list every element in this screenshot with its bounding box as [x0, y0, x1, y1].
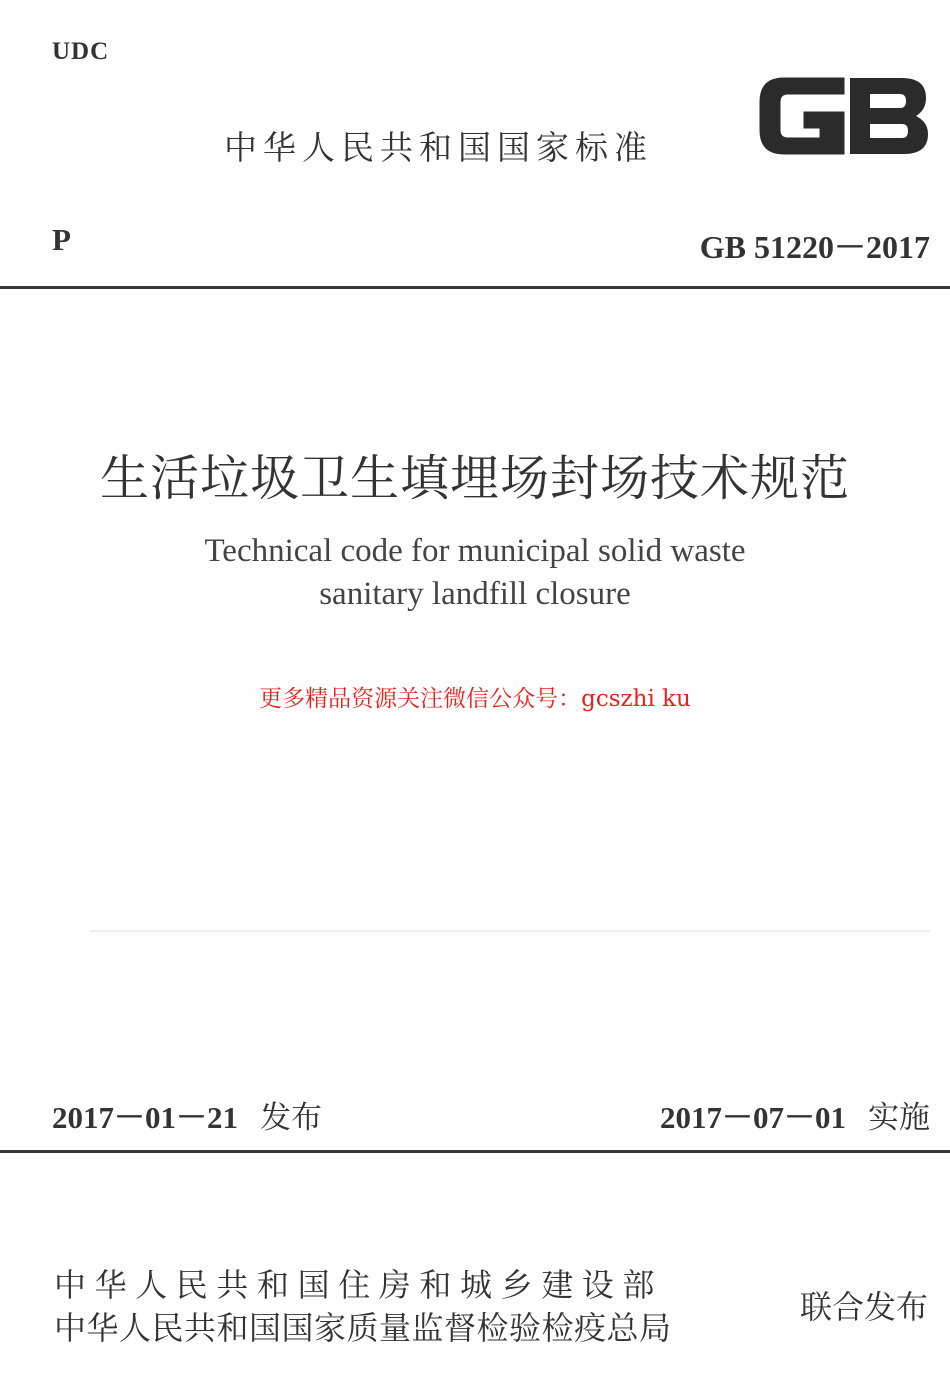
title-english-line2: sanitary landfill closure — [319, 576, 631, 612]
standard-number: GB 51220－2017 — [699, 229, 930, 265]
issue-label: 发布 — [260, 1100, 322, 1136]
bottom-divider — [0, 1150, 950, 1153]
faint-scan-line — [90, 930, 930, 932]
implement-date-block — [660, 1092, 930, 1137]
watermark-notice: 更多精品资源关注微信公众号：gcszhi ku — [259, 686, 691, 712]
joint-issue-label: 联合发布 — [799, 1288, 928, 1326]
issue-date-block — [52, 1092, 322, 1137]
category-code: P — [52, 222, 71, 257]
title-chinese: 生活垃圾卫生填埋场封场技术规范 — [99, 450, 850, 507]
gb-logo-text: GB — [752, 68, 754, 69]
national-standard-heading: 中华人民共和国国家标准 — [224, 128, 653, 167]
implement-label: 实施 — [868, 1100, 930, 1136]
issue-date: 2017－01－21 — [52, 1100, 238, 1135]
udc-label: UDC — [52, 38, 110, 65]
title-english-line1: Technical code for municipal solid waste — [204, 533, 746, 569]
implement-date: 2017－07－01 — [660, 1100, 846, 1135]
gb-logo — [752, 68, 932, 164]
publisher-line2: 中华人民共和国国家质量监督检验检疫总局 — [54, 1309, 672, 1347]
title-english — [0, 530, 950, 616]
top-divider — [0, 286, 950, 289]
publisher-line1: 中华人民共和国住房和城乡建设部 — [54, 1266, 664, 1304]
